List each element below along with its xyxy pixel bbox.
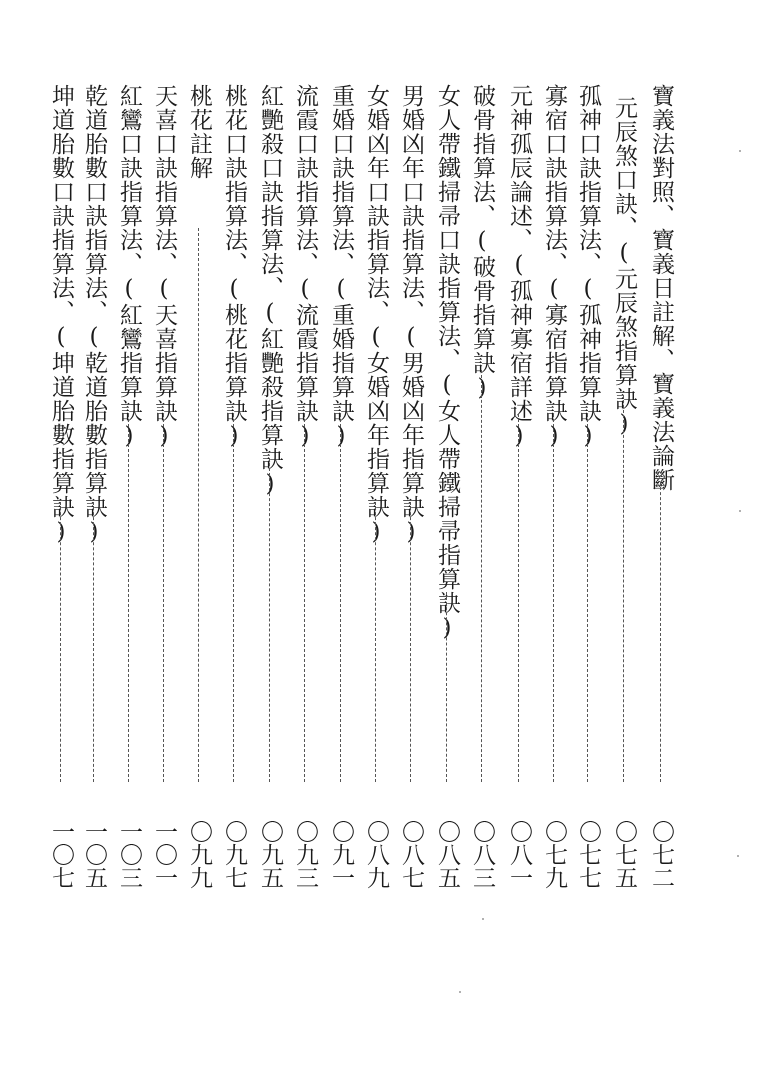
- dot-leader: [518, 414, 519, 782]
- dot-leader: [233, 414, 234, 782]
- toc-entry[interactable]: [646, 0, 676, 1068]
- toc-entry-page: 〇八七: [398, 820, 424, 889]
- dot-leader: [587, 414, 588, 782]
- scan-speck: [737, 855, 739, 857]
- toc-entry-title: 女婚凶年口訣指算法、(女婚凶年指算訣): [363, 84, 389, 546]
- toc-entry[interactable]: [432, 0, 462, 1068]
- toc-entry-title: 元神孤辰論述、(孤神寡宿詳述): [506, 84, 532, 450]
- toc-entry-page: 〇九七: [221, 820, 247, 889]
- scan-speck: [739, 150, 741, 152]
- toc-entry-title: 元辰煞口訣、(元辰煞指算訣): [611, 96, 637, 438]
- toc-entry-page: 一〇五: [81, 820, 107, 889]
- dot-leader: [60, 502, 61, 782]
- dot-leader: [269, 458, 270, 782]
- toc-entry-title: 天喜口訣指算法、(天喜指算訣): [151, 84, 177, 450]
- toc-entry-title: 寡宿口訣指算法、(寡宿指算訣): [541, 84, 567, 450]
- dot-leader: [128, 414, 129, 782]
- toc-entry-page: 一〇三: [116, 820, 142, 889]
- toc-entry[interactable]: [539, 0, 569, 1068]
- dot-leader: [198, 228, 199, 782]
- toc-entry-title: 重婚口訣指算法、(重婚指算訣): [328, 84, 354, 450]
- toc-entry-page: 〇八五: [434, 820, 460, 889]
- dot-leader: [93, 502, 94, 782]
- toc-entry[interactable]: [361, 0, 391, 1068]
- toc-entry[interactable]: [609, 0, 639, 1068]
- toc-entry-title: 桃花註解: [186, 84, 212, 180]
- toc-entry-title: 破骨指算法、(破骨指算訣): [469, 84, 495, 402]
- toc-entry[interactable]: [504, 0, 534, 1068]
- toc-entry-title: 流霞口訣指算法、(流霞指算訣): [292, 84, 318, 450]
- toc-entry-page: 〇七九: [541, 820, 567, 889]
- toc-entry[interactable]: [396, 0, 426, 1068]
- toc-entry-page: 〇九一: [328, 820, 354, 889]
- toc-entry[interactable]: [467, 0, 497, 1068]
- dot-leader: [340, 414, 341, 782]
- dot-leader: [623, 395, 624, 782]
- toc-entry-title: 女人帶鐵掃帚口訣指算法、(女人帶鐵掃帚指算訣): [434, 84, 460, 642]
- dot-leader: [304, 414, 305, 782]
- toc-entry[interactable]: [290, 0, 320, 1068]
- toc-entry[interactable]: [326, 0, 356, 1068]
- scan-speck: [482, 918, 484, 920]
- toc-entry-page: 〇七二: [648, 820, 674, 889]
- toc-entry-page: 一〇七: [48, 820, 74, 889]
- toc-entry-title: 男婚凶年口訣指算法、(男婚凶年指算訣): [398, 84, 424, 546]
- toc-entry[interactable]: [79, 0, 109, 1068]
- toc-entry[interactable]: [149, 0, 179, 1068]
- dot-leader: [446, 592, 447, 782]
- toc-entry-page: 〇八九: [363, 820, 389, 889]
- dot-leader: [481, 370, 482, 782]
- toc-entry-title: 紅鸞口訣指算法、(紅鸞指算訣): [116, 84, 142, 450]
- toc-entry-title: 寶義法對照、寶義日註解、寶義法論斷: [648, 84, 674, 492]
- dot-leader: [375, 502, 376, 782]
- scan-speck: [459, 991, 461, 993]
- toc-entry[interactable]: [573, 0, 603, 1068]
- toc-entry-page: 〇八三: [469, 820, 495, 889]
- toc-entry[interactable]: [46, 0, 76, 1068]
- toc-entry[interactable]: [184, 0, 214, 1068]
- dot-leader: [163, 414, 164, 782]
- toc-entry-title: 紅艷殺口訣指算法、(紅艷殺指算訣): [257, 84, 283, 498]
- toc-entry-page: 〇九九: [186, 820, 212, 889]
- toc-entry[interactable]: [219, 0, 249, 1068]
- toc-entry-title: 桃花口訣指算法、(桃花指算訣): [221, 84, 247, 450]
- toc-entry[interactable]: [114, 0, 144, 1068]
- scan-speck: [739, 510, 741, 512]
- toc-entry-page: 一〇一: [151, 820, 177, 889]
- toc-entry-page: 〇七五: [611, 820, 637, 889]
- toc-entry-page: 〇七七: [575, 820, 601, 889]
- dot-leader: [553, 414, 554, 782]
- toc-entry-title: 乾道胎數口訣指算法、(乾道胎數指算訣): [81, 84, 107, 546]
- dot-leader: [410, 502, 411, 782]
- toc-entry-page: 〇九五: [257, 820, 283, 889]
- dot-leader: [660, 482, 661, 782]
- toc-entry-title: 坤道胎數口訣指算法、(坤道胎數指算訣): [48, 84, 74, 546]
- toc-entry-page: 〇八一: [506, 820, 532, 889]
- toc-entry-page: 〇九三: [292, 820, 318, 889]
- toc-entry[interactable]: [255, 0, 285, 1068]
- toc-entry-title: 孤神口訣指算法、(孤神指算訣): [575, 84, 601, 450]
